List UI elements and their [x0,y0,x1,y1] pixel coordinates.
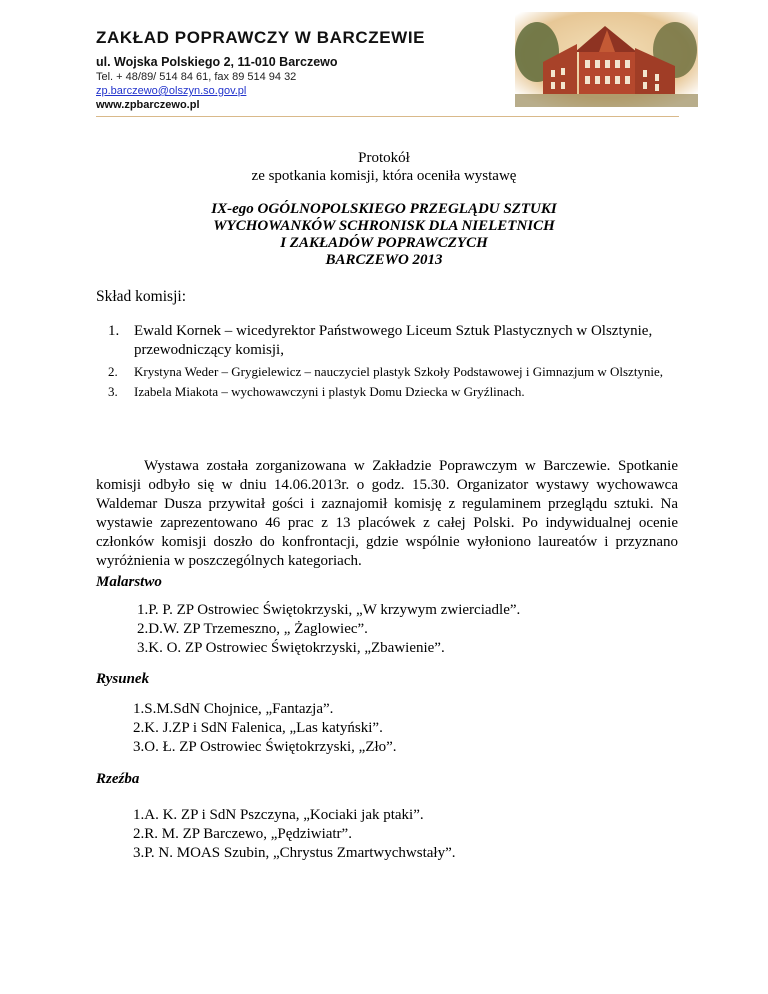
institution-phone: Tel. + 48/89/ 514 84 61, fax 89 514 94 32 [96,71,297,83]
member-text: Ewald Kornek – wicedyrektor Państwowego Liceum Sztuk Plastycznych w Olsztynie, przewodniczący komisji, [134,323,653,358]
institution-website: www.zpbarczewo.pl [96,99,200,111]
document-title: Protokół [358,150,410,166]
list-item: 1.P. P. ZP Ostrowiec Świętokrzyski, „W krzywym zwierciadle”. [137,602,521,618]
document-subtitle: ze spotkania komisji, która oceniła wystawę [251,168,517,184]
event-title-line-1: IX-ego OGÓLNOPOLSKIEGO PRZEGLĄDU SZTUKI [211,201,557,217]
list-item: 2.K. J.ZP i SdN Falenica, „Las katyński”. [133,720,383,736]
list-item: 3.K. O. ZP Ostrowiec Świętokrzyski, „Zbawienie”. [137,640,445,656]
institution-name: ZAKŁAD POPRAWCZY W BARCZEWIE [96,28,426,47]
event-title-line-2: WYCHOWANKÓW SCHRONISK DLA NIELETNICH [213,218,555,234]
category-heading-malarstwo: Malarstwo [96,574,162,590]
list-item: 3.O. Ł. ZP Ostrowiec Świętokrzyski, „Zło”. [133,739,397,755]
letterhead-divider [96,116,679,117]
category-entries-rysunek [133,700,397,757]
building-photo [515,12,698,107]
body-paragraph: Wystawa została zorganizowana w Zakładzie Poprawczym w Barczewie. Spotkanie komisji odbyło się w dniu 14.06.2013r. o godz. 15.30. Organizator wystawy wychowawca Waldemar Dusza przywitał gości i zaznajomił komisję z regulaminem przeglądu sztuki. Na wystawie zaprezentowano 46 prac z 13 placówek z całej Polski. Po indywidualnej ocenie członków komisji doszło do konfrontacji, gdzie wspólnie wyłoniono laureatów i przyznano wyróżnienia w poszczególnych kategoriach. [96,458,678,569]
member-text: Krystyna Weder – Grygielewicz – nauczyciel plastyk Szkoły Podstawowej i Gimnazjum w Olsztynie, [134,364,664,379]
category-entries-malarstwo [137,601,520,658]
category-heading-rzezba: Rzeźba [96,771,140,787]
list-item: 2.D.W. ZP Trzemeszno, „ Żaglowiec”. [137,621,368,637]
institution-email-link[interactable]: zp.barczewo@olszyn.so.gov.pl [96,85,247,97]
event-title-line-4: BARCZEWO 2013 [325,252,443,268]
institution-address: ul. Wojska Polskiego 2, 11-010 Barczewo [96,55,338,69]
list-item [108,363,678,380]
list-item: 1.A. K. ZP i SdN Pszczyna, „Kociaki jak ptaki”. [133,807,424,823]
list-item [108,383,678,400]
event-title-line-3: I ZAKŁADÓW POPRAWCZYCH [280,235,488,251]
list-number: 1. [108,323,120,339]
category-entries-rzezba [133,806,456,863]
commission-list [108,322,678,403]
list-item: 1.S.M.SdN Chojnice, „Fantazja”. [133,701,334,717]
list-number: 2. [108,364,118,379]
list-item [108,322,678,360]
category-heading-rysunek: Rysunek [96,671,150,687]
list-number: 3. [108,384,118,399]
member-text: Izabela Miakota – wychowawczyni i plastyk Domu Dziecka w Gryźlinach. [134,384,525,399]
commission-label: Skład komisji: [96,288,186,305]
list-item: 2.R. M. ZP Barczewo, „Pędziwiatr”. [133,826,352,842]
list-item: 3.P. N. MOAS Szubin, „Chrystus Zmartwychwstały”. [133,845,456,861]
